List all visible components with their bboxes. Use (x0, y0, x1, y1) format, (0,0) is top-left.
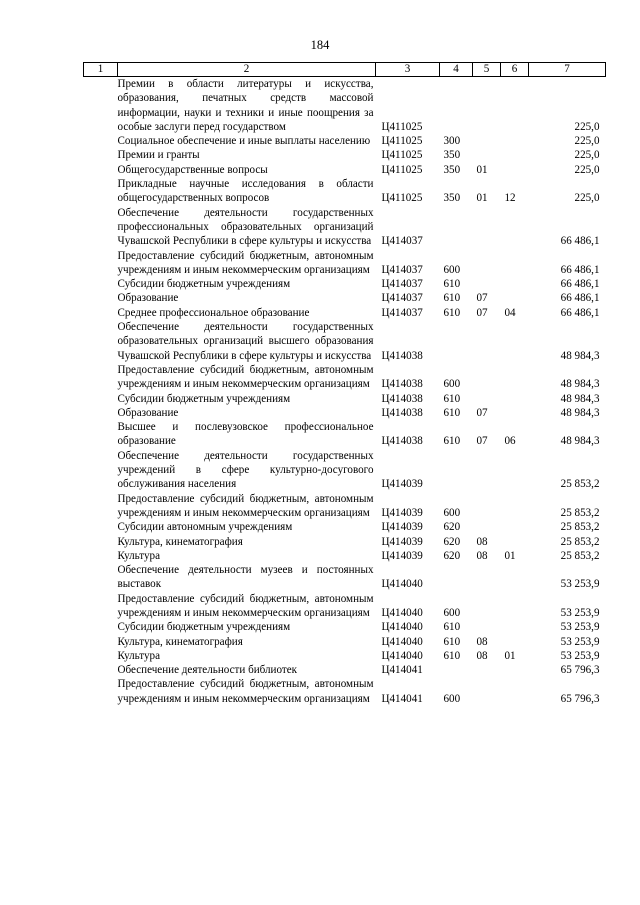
subsection-code (501, 520, 529, 534)
column-number: 6 (501, 63, 529, 77)
section-code (473, 363, 501, 392)
section-code (473, 249, 501, 278)
expense-type-code: 610 (443, 635, 461, 648)
row-name: Культура (117, 649, 161, 662)
subsection-code (501, 291, 529, 305)
subsection-code (501, 392, 529, 406)
expense-type-code: 350 (443, 149, 461, 162)
subsection-code (501, 620, 529, 634)
column-number: 1 (84, 63, 118, 77)
row-name: Обеспечение деятельности государственных профессиональных образовательных организаций Чувашской Республики в сфере культуры и искусства (117, 206, 374, 248)
section-code (473, 563, 501, 592)
target-article-code: Ц414040 (381, 606, 423, 619)
section-code (473, 677, 501, 706)
table-row (84, 492, 606, 521)
subsection-code (501, 635, 529, 649)
target-article-code: Ц414039 (381, 535, 423, 548)
amount: 66 486,1 (560, 235, 600, 248)
column-number: 2 (118, 63, 376, 77)
row-name: Обеспечение деятельности музеев и постоянных выставок (117, 564, 374, 591)
amount: 66 486,1 (560, 263, 600, 276)
expense-type-code: 600 (443, 506, 461, 519)
amount: 53 253,9 (560, 578, 600, 591)
amount: 48 984,3 (560, 349, 600, 362)
column-number: 4 (440, 63, 473, 77)
table-row (84, 291, 606, 305)
section-code: 08 (476, 635, 488, 648)
row-name: Среднее профессиональное образование (117, 306, 310, 319)
table-row (84, 520, 606, 534)
section-code: 01 (476, 163, 488, 176)
table-row (84, 663, 606, 677)
row-name: Культура, кинематография (117, 535, 243, 548)
expense-type-code: 620 (443, 521, 461, 534)
target-article-code: Ц411025 (381, 135, 423, 148)
row-name: Высшее и послевузовское профессиональное образование (117, 421, 374, 448)
row-name: Премии в области литературы и искусства, образования, печатных средств массовой информации, науки и техники и иные поощрения за особые заслуги перед государством (117, 78, 374, 133)
section-code: 01 (476, 192, 488, 205)
column-number: 7 (529, 63, 606, 77)
section-code (473, 320, 501, 363)
table-row (84, 620, 606, 634)
subsection-code (501, 406, 529, 420)
section-code: 07 (476, 292, 488, 305)
target-article-code: Ц414037 (381, 235, 423, 248)
table-row (84, 249, 606, 278)
section-code (473, 277, 501, 291)
column-number: 5 (473, 63, 501, 77)
amount: 66 486,1 (560, 278, 600, 291)
expense-type-code: 610 (443, 306, 461, 319)
amount: 66 486,1 (560, 292, 600, 305)
amount: 53 253,9 (560, 621, 600, 634)
row-name: Прикладные научные исследования в области общегосударственных вопросов (117, 178, 374, 205)
subsection-code (501, 249, 529, 278)
section-code (473, 663, 501, 677)
amount: 225,0 (574, 163, 600, 176)
target-article-code: Ц414040 (381, 578, 423, 591)
amount: 53 253,9 (560, 606, 600, 619)
table-row (84, 449, 606, 492)
expense-type-code: 600 (443, 692, 461, 705)
subsection-code: 12 (504, 192, 516, 205)
amount: 48 984,3 (560, 406, 600, 419)
target-article-code: Ц414040 (381, 621, 423, 634)
row-name: Общегосударственные вопросы (117, 163, 268, 176)
row-name: Обеспечение деятельности государственных учреждений в сфере культурно-досугового обслуживания населения (117, 449, 374, 491)
expense-type-code: 600 (443, 606, 461, 619)
row-name: Культура (117, 549, 161, 562)
section-code: 07 (476, 435, 488, 448)
budget-table (83, 62, 606, 706)
amount: 25 853,2 (560, 478, 600, 491)
expense-type-code: 300 (443, 135, 461, 148)
amount: 65 796,3 (560, 692, 600, 705)
amount: 48 984,3 (560, 435, 600, 448)
subsection-code (501, 320, 529, 363)
row-name: Субсидии автономным учреждениям (117, 521, 293, 534)
expense-type-code: 610 (443, 292, 461, 305)
target-article-code: Ц414041 (381, 664, 423, 677)
amount: 65 796,3 (560, 664, 600, 677)
expense-type-code: 610 (443, 406, 461, 419)
target-article-code: Ц414039 (381, 506, 423, 519)
target-article-code: Ц414037 (381, 278, 423, 291)
table-row (84, 148, 606, 162)
target-article-code: Ц414038 (381, 392, 423, 405)
target-article-code: Ц414040 (381, 635, 423, 648)
section-code (473, 77, 501, 135)
column-number: 3 (376, 63, 440, 77)
table-row (84, 406, 606, 420)
subsection-code: 04 (504, 306, 516, 319)
section-code (473, 520, 501, 534)
expense-type-code: 620 (443, 535, 461, 548)
amount: 25 853,2 (560, 521, 600, 534)
table-row (84, 77, 606, 135)
row-name: Субсидии бюджетным учреждениям (117, 392, 291, 405)
section-code (473, 449, 501, 492)
expense-type-code (440, 563, 473, 592)
subsection-code (501, 677, 529, 706)
table-row (84, 277, 606, 291)
subsection-code (501, 148, 529, 162)
row-name: Обеспечение деятельности библиотек (117, 664, 298, 677)
section-code: 07 (476, 306, 488, 319)
subsection-code: 01 (504, 549, 516, 562)
table-row (84, 649, 606, 663)
table-row (84, 535, 606, 549)
expense-type-code (440, 206, 473, 249)
target-article-code: Ц414038 (381, 406, 423, 419)
expense-type-code (440, 663, 473, 677)
section-code: 08 (476, 535, 488, 548)
amount: 225,0 (574, 149, 600, 162)
amount: 53 253,9 (560, 635, 600, 648)
row-name: Предоставление субсидий бюджетным, автономным учреждениям и иным некоммерческим организациям (117, 592, 374, 619)
target-article-code: Ц414037 (381, 292, 423, 305)
table-row (84, 592, 606, 621)
target-article-code: Ц411025 (381, 120, 423, 133)
subsection-code (501, 449, 529, 492)
subsection-code: 01 (504, 649, 516, 662)
row-name: Социальное обеспечение и иные выплаты населению (117, 135, 371, 148)
amount: 53 253,9 (560, 649, 600, 662)
row-name: Обеспечение деятельности государственных образовательных организаций высшего образования Чувашской Республики в сфере культуры и искусства (117, 321, 374, 362)
row-name: Предоставление субсидий бюджетным, автономным учреждениям и иным некоммерческим организациям (117, 363, 374, 391)
table-body (84, 77, 606, 707)
expense-type-code: 610 (443, 392, 461, 405)
section-code (473, 492, 501, 521)
expense-type-code: 610 (443, 649, 461, 662)
section-code (473, 592, 501, 621)
table-row (84, 134, 606, 148)
amount: 25 853,2 (560, 549, 600, 562)
row-name: Предоставление субсидий бюджетным, автономным учреждениям и иным некоммерческим организациям (117, 249, 374, 276)
column-number-row (84, 63, 606, 77)
row-name: Образование (117, 292, 179, 305)
table-row (84, 392, 606, 406)
table-row (84, 677, 606, 706)
amount: 225,0 (574, 192, 600, 205)
table-row (84, 363, 606, 392)
table-row (84, 163, 606, 177)
expense-type-code: 620 (443, 549, 461, 562)
table-row (84, 177, 606, 206)
subsection-code (501, 134, 529, 148)
table-row (84, 306, 606, 320)
subsection-code (501, 277, 529, 291)
table-row (84, 320, 606, 363)
expense-type-code: 350 (443, 163, 461, 176)
row-name: Предоставление субсидий бюджетным, автономным учреждениям и иным некоммерческим организациям (117, 678, 374, 705)
target-article-code: Ц414039 (381, 521, 423, 534)
table-row (84, 549, 606, 563)
section-code (473, 134, 501, 148)
section-code: 07 (476, 406, 488, 419)
section-code (473, 148, 501, 162)
target-article-code: Ц414039 (381, 478, 423, 491)
amount: 225,0 (574, 120, 600, 133)
expense-type-code: 600 (443, 378, 461, 391)
row-name: Субсидии бюджетным учреждениям (117, 278, 291, 291)
expense-type-code (440, 320, 473, 363)
target-article-code: Ц414037 (381, 306, 423, 319)
page-number: 184 (310, 38, 330, 52)
section-code (473, 206, 501, 249)
amount: 25 853,2 (560, 506, 600, 519)
expense-type-code: 610 (443, 621, 461, 634)
subsection-code (501, 592, 529, 621)
target-article-code: Ц414037 (381, 263, 423, 276)
amount: 66 486,1 (560, 306, 600, 319)
table-row (84, 420, 606, 449)
subsection-code (501, 163, 529, 177)
table-row (84, 635, 606, 649)
target-article-code: Ц411025 (381, 163, 423, 176)
row-name: Образование (117, 406, 179, 419)
subsection-code (501, 206, 529, 249)
table-row (84, 206, 606, 249)
row-name: Субсидии бюджетным учреждениям (117, 621, 291, 634)
row-name: Культура, кинематография (117, 635, 243, 648)
section-code (473, 392, 501, 406)
target-article-code: Ц414038 (381, 378, 423, 391)
expense-type-code (440, 77, 473, 135)
subsection-code (501, 77, 529, 135)
table-row (84, 563, 606, 592)
target-article-code: Ц414038 (381, 349, 423, 362)
expense-type-code (440, 449, 473, 492)
expense-type-code: 610 (443, 278, 461, 291)
target-article-code: Ц414039 (381, 549, 423, 562)
amount: 48 984,3 (560, 378, 600, 391)
target-article-code: Ц414041 (381, 692, 423, 705)
amount: 225,0 (574, 135, 600, 148)
expense-type-code: 600 (443, 263, 461, 276)
subsection-code (501, 363, 529, 392)
target-article-code: Ц414038 (381, 435, 423, 448)
amount: 25 853,2 (560, 535, 600, 548)
amount: 48 984,3 (560, 392, 600, 405)
section-code: 08 (476, 649, 488, 662)
expense-type-code: 610 (443, 435, 461, 448)
subsection-code: 06 (504, 435, 516, 448)
target-article-code: Ц411025 (381, 149, 423, 162)
subsection-code (501, 492, 529, 521)
target-article-code: Ц411025 (381, 192, 423, 205)
subsection-code (501, 535, 529, 549)
row-name: Предоставление субсидий бюджетным, автономным учреждениям и иным некоммерческим организациям (117, 492, 374, 519)
target-article-code: Ц414040 (381, 649, 423, 662)
section-code (473, 620, 501, 634)
subsection-code (501, 663, 529, 677)
expense-type-code: 350 (443, 192, 461, 205)
section-code: 08 (476, 549, 488, 562)
subsection-code (501, 563, 529, 592)
row-name: Премии и гранты (117, 149, 200, 162)
